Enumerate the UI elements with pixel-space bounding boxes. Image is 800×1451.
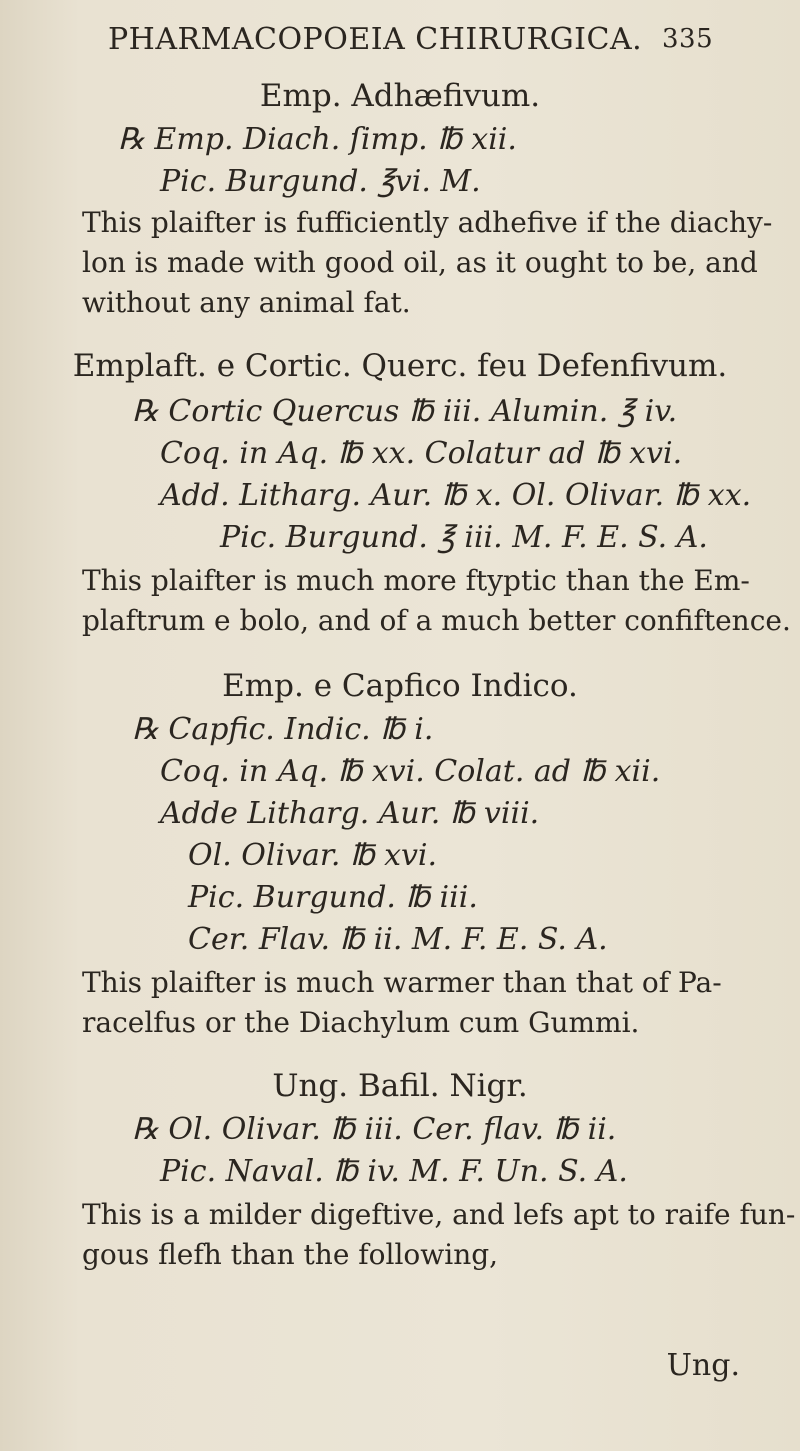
note-line: racelfus or the Diachylum cum Gummi.	[82, 1006, 640, 1039]
recipe-line: Coq. in Aq. ℔ xvi. Colat. ad ℔ xii.	[160, 754, 661, 789]
running-header	[108, 22, 714, 57]
note-line: plaftrum e bolo, and of a much better confiftence.	[82, 604, 791, 637]
recipe-line: Add. Litharg. Aur. ℔ x. Ol. Olivar. ℔ xx.	[160, 478, 752, 513]
catchword: Ung.	[666, 1348, 740, 1383]
note-line: This plaifter is much more ftyptic than the Em-	[82, 564, 750, 597]
recipe-line: Adde Litharg. Aur. ℔ viii.	[160, 796, 540, 831]
note-line: lon is made with good oil, as it ought to be, and	[82, 246, 758, 279]
note-line: This is a milder digeftive, and lefs apt to raife fun-	[82, 1198, 796, 1231]
recipe-line: ℞ Cortic Quercus ℔ iii. Alumin. ℥ iv.	[132, 394, 678, 429]
header-title: PHARMACOPOEIA CHIRURGICA.	[108, 22, 643, 57]
recipe-line: Pic. Burgund. ℥vi. M.	[160, 164, 481, 199]
section-heading: Emp. e Capfico Indico.	[222, 668, 578, 704]
recipe-line: Ol. Olivar. ℔ xvi.	[188, 838, 438, 873]
note-line: without any animal fat.	[82, 286, 411, 319]
recipe-line: Pic. Burgund. ℥ iii. M. F. E. S. A.	[220, 520, 708, 555]
recipe-line: Cer. Flav. ℔ ii. M. F. E. S. A.	[188, 922, 608, 957]
recipe-line: ℞ Emp. Diach. ſimp. ℔ xii.	[118, 122, 517, 157]
note-line: This plaifter is fufficiently adhefive if the diachy-	[82, 206, 773, 239]
recipe-line: ℞ Ol. Olivar. ℔ iii. Cer. flav. ℔ ii.	[132, 1112, 617, 1147]
note-line: This plaifter is much warmer than that of Pa-	[82, 966, 722, 999]
recipe-line: ℞ Capfic. Indic. ℔ i.	[132, 712, 434, 747]
section-heading: Emp. Adhæfivum.	[259, 78, 541, 114]
note-line: gous flefh than the following,	[82, 1238, 499, 1271]
recipe-line: Coq. in Aq. ℔ xx. Colatur ad ℔ xvi.	[160, 436, 683, 471]
section-heading: Emplaft. e Cortic. Querc. feu Defenfivum.	[72, 348, 728, 384]
recipe-line: Pic. Burgund. ℔ iii.	[188, 880, 478, 915]
recipe-line: Pic. Naval. ℔ iv. M. F. Un. S. A.	[160, 1154, 628, 1189]
page-number: 335	[662, 24, 714, 54]
section-heading: Ung. Bafil. Nigr.	[272, 1068, 528, 1104]
